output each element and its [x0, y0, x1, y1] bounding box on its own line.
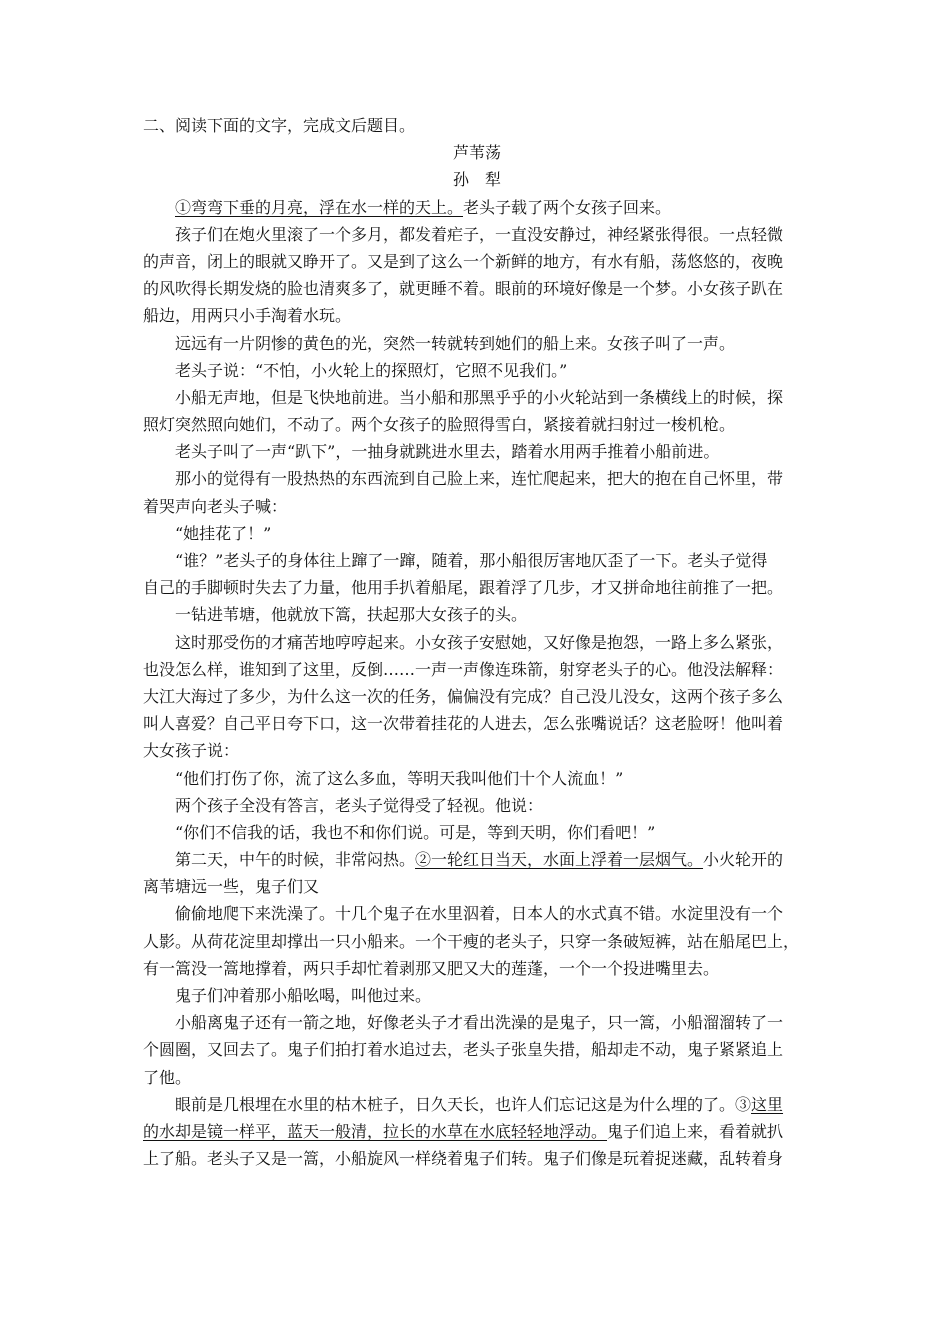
text-line [143, 275, 811, 302]
text-line [143, 792, 811, 819]
text-segment: 叫人喜爱？自己平日夸下口，这一次带着挂花的人进去，怎么张嘴说话？这老脸呀！他叫着 [143, 714, 784, 734]
text-line [143, 1064, 811, 1091]
underlined-text: 的水却是镜一样平，蓝天一般清，拉长的水草在水底轻轻地浮动。 [143, 1121, 608, 1141]
text-segment: 老头子说：“不怕，小火轮上的探照灯，它照不见我们。” [175, 360, 568, 380]
text-line [143, 737, 811, 764]
text-segment: 那小的觉得有一股热热的东西流到自己脸上来，连忙爬起来，把大的抱在自己怀里，带 [175, 469, 784, 489]
text-line [143, 384, 811, 411]
text-line [143, 928, 811, 955]
text-segment: 这时那受伤的才痛苦地哼哼起来。小女孩子安慰她，又好像是抱怨，一路上多么紧张， [175, 632, 784, 652]
text-line [143, 438, 811, 465]
text-line [143, 601, 811, 628]
text-segment: 眼前是几根埋在水里的枯木桩子，日久天长，也许人们忘记这是为什么埋的了。③ [175, 1094, 752, 1114]
text-line [143, 900, 811, 927]
text-segment: “她挂花了！” [175, 523, 272, 543]
text-line [143, 846, 811, 873]
text-line [143, 302, 811, 329]
text-line [143, 547, 811, 574]
text-segment: 自己的手脚顿时失去了力量，他用手扒着船尾，跟着浮了几步，才又拼命地往前推了一把。 [143, 578, 784, 598]
text-line [143, 1036, 811, 1063]
text-line [143, 330, 811, 357]
text-line [143, 656, 811, 683]
text-segment: 大女孩子说： [143, 741, 240, 761]
text-line [143, 493, 811, 520]
document-page [143, 112, 811, 1172]
text-segment: 有一篙没一篙地撑着，两只手却忙着剥那又肥又大的莲蓬，一个一个投进嘴里去。 [143, 958, 720, 978]
text-segment: 上了船。老头子又是一篙，小船旋风一样绕着鬼子们转。鬼子们像是玩着捉迷藏，乱转着身 [143, 1149, 784, 1169]
text-segment: 大江大海过了多少，为什么这一次的任务，偏偏没有完成？自己没儿没女，这两个孩子多么 [143, 686, 784, 706]
text-line [143, 765, 811, 792]
text-line [143, 574, 811, 601]
text-segment: 离苇塘远一些，鬼子们又 [143, 877, 320, 897]
text-segment: 的风吹得长期发烧的脸也清爽多了，就更睡不着。眼前的环境好像是一个梦。小女孩子趴在 [143, 279, 784, 299]
text-segment: 老头子载了两个女孩子回来。 [463, 197, 672, 217]
text-line [143, 873, 811, 900]
text-line [143, 1091, 811, 1118]
text-segment: 着哭声向老头子喊： [143, 496, 288, 516]
text-segment: 也没怎么样，谁知到了这里，反倒……一声一声像连珠箭，射穿老头子的心。他没法解释： [143, 659, 784, 679]
text-line [143, 683, 811, 710]
text-line [143, 465, 811, 492]
text-segment: 远远有一片阴惨的黄色的光，突然一转就转到她们的船上来。女孩子叫了一声。 [175, 333, 736, 353]
article-title: 芦苇荡 [452, 143, 501, 163]
text-line [143, 248, 811, 275]
text-segment: 老头子叫了一声“趴下”，一抽身就跳进水里去，踏着水用两手推着小船前进。 [175, 442, 720, 462]
text-line [143, 221, 811, 248]
text-segment: 小火轮开的 [703, 850, 784, 870]
text-line [143, 520, 811, 547]
text-line [143, 955, 811, 982]
text-segment: 个圆圈，又回去了。鬼子们拍打着水追过去，老头子张皇失措，船却走不动，鬼子紧紧追上 [143, 1040, 784, 1060]
article-author: 孙 犁 [452, 170, 501, 190]
text-segment: 第二天，中午的时候，非常闷热。 [175, 850, 416, 870]
text-segment: 小船离鬼子还有一箭之地，好像老头子才看出洗澡的是鬼子，只一篙，小船溜溜转了一 [175, 1013, 784, 1033]
text-segment: “你们不信我的话，我也不和你们说。可是，等到天明，你们看吧！” [175, 822, 656, 842]
text-line [143, 819, 811, 846]
text-line [143, 982, 811, 1009]
text-line [143, 710, 811, 737]
text-line [143, 1009, 811, 1036]
text-line [143, 629, 811, 656]
section-heading: 二、阅读下面的文字，完成文后题目。 [143, 116, 416, 135]
text-line [143, 194, 811, 221]
text-segment: 照灯突然照向她们，不动了。两个女孩子的脸照得雪白，紧接着就扫射过一梭机枪。 [143, 415, 736, 435]
text-segment: 两个孩子全没有答言，老头子觉得受了轻视。他说： [175, 795, 544, 815]
text-line [143, 1118, 811, 1145]
text-segment: 偷偷地爬下来洗澡了。十几个鬼子在水里泅着，日本人的水式真不错。水淀里没有一个 [175, 904, 784, 924]
text-segment: 鬼子们追上来，看着就扒 [607, 1121, 784, 1141]
text-line [143, 411, 811, 438]
text-line [143, 357, 811, 384]
underlined-text: 这里 [751, 1094, 784, 1114]
text-line [143, 1145, 811, 1172]
text-segment: 孩子们在炮火里滚了一个多月，都发着疟子，一直没安静过，神经紧张得很。一点轻微 [175, 224, 784, 244]
text-segment: 一钻进苇塘，他就放下篙，扶起那大女孩子的头。 [175, 605, 528, 625]
text-segment: 船边，用两只小手淘着水玩。 [143, 306, 352, 326]
text-segment: “他们打伤了你，流了这么多血，等明天我叫他们十个人流血！” [175, 768, 624, 788]
text-segment: 人影。从荷花淀里却撑出一只小船来。一个干瘦的老头子，只穿一条破短裤，站在船尾巴上， [143, 931, 800, 951]
article-body [143, 194, 811, 1173]
underlined-text: ①弯弯下垂的月亮，浮在水一样的天上。 [175, 197, 464, 217]
text-segment: “谁？”老头子的身体往上蹿了一蹿，随着，那小船很厉害地仄歪了一下。老头子觉得 [175, 551, 768, 570]
underlined-text: ②一轮红日当天，水面上浮着一层烟气。 [415, 850, 704, 870]
text-segment: 了他。 [143, 1067, 192, 1087]
text-segment: 的声音，闭上的眼就又睁开了。又是到了这么一个新鲜的地方，有水有船，荡悠悠的，夜晚 [143, 251, 784, 271]
text-segment: 小船无声地，但是飞快地前进。当小船和那黑乎乎的小火轮站到一条横线上的时候，探 [175, 387, 784, 407]
text-segment: 鬼子们冲着那小船吆喝，叫他过来。 [175, 986, 432, 1005]
